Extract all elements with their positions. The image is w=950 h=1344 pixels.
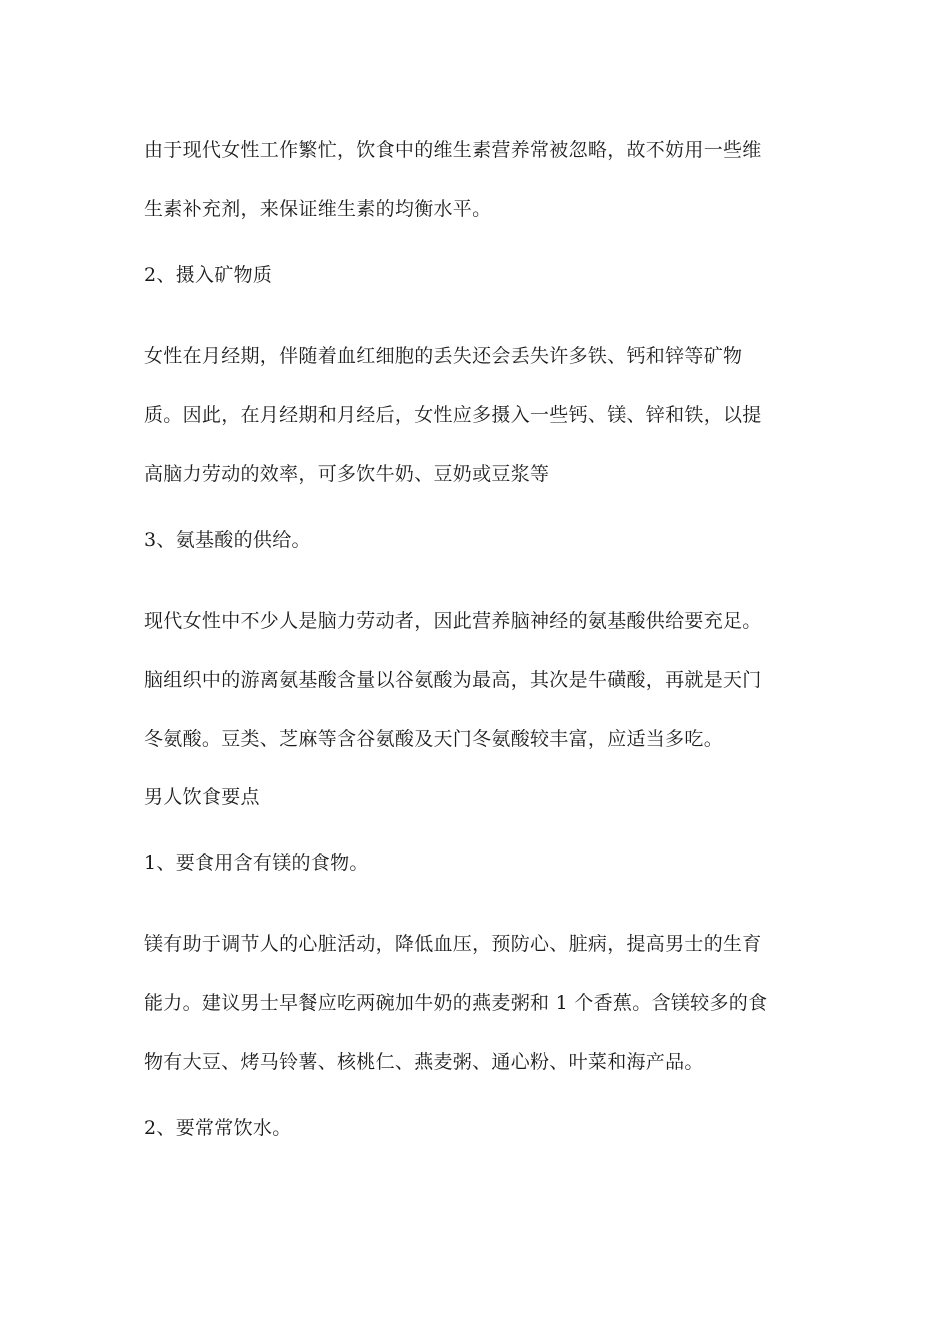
paragraph-minerals-line-2: 质。因此，在月经期和月经后，女性应多摄入一些钙、镁、锌和铁，以提 xyxy=(144,404,762,426)
paragraph-amino-line-3: 冬氨酸。豆类、芝麻等含谷氨酸及天门冬氨酸较丰富，应适当多吃。 xyxy=(144,728,724,750)
paragraph-minerals-line-1: 女性在月经期，伴随着血红细胞的丢失还会丢失许多铁、钙和锌等矿物 xyxy=(144,345,743,367)
heading-minerals: 2、摄入矿物质 xyxy=(144,264,273,286)
heading-drink-water: 2、要常常饮水。 xyxy=(144,1117,292,1139)
heading-amino-acids: 3、氨基酸的供给。 xyxy=(144,529,311,551)
paragraph-minerals-line-3: 高脑力劳动的效率，可多饮牛奶、豆奶或豆浆等 xyxy=(144,463,550,485)
paragraph-amino-line-1: 现代女性中不少人是脑力劳动者，因此营养脑神经的氨基酸供给要充足。 xyxy=(144,610,762,632)
paragraph-magnesium-line-3: 物有大豆、烤马铃薯、核桃仁、燕麦粥、通心粉、叶菜和海产品。 xyxy=(144,1051,704,1073)
section-title-men-diet: 男人饮食要点 xyxy=(144,786,260,808)
paragraph-magnesium-line-1: 镁有助于调节人的心脏活动，降低血压，预防心、脏病，提高男士的生育 xyxy=(144,933,762,955)
paragraph-vitamin-line-2: 生素补充剂，来保证维生素的均衡水平。 xyxy=(144,198,492,220)
paragraph-amino-line-2: 脑组织中的游离氨基酸含量以谷氨酸为最高，其次是牛磺酸，再就是天门 xyxy=(144,669,762,691)
paragraph-magnesium-line-2: 能力。建议男士早餐应吃两碗加牛奶的燕麦粥和 1 个香蕉。含镁较多的食 xyxy=(144,992,768,1014)
paragraph-vitamin-line-1: 由于现代女性工作繁忙，饮食中的维生素营养常被忽略，故不妨用一些维 xyxy=(144,139,762,161)
heading-magnesium: 1、要食用含有镁的食物。 xyxy=(144,852,369,874)
